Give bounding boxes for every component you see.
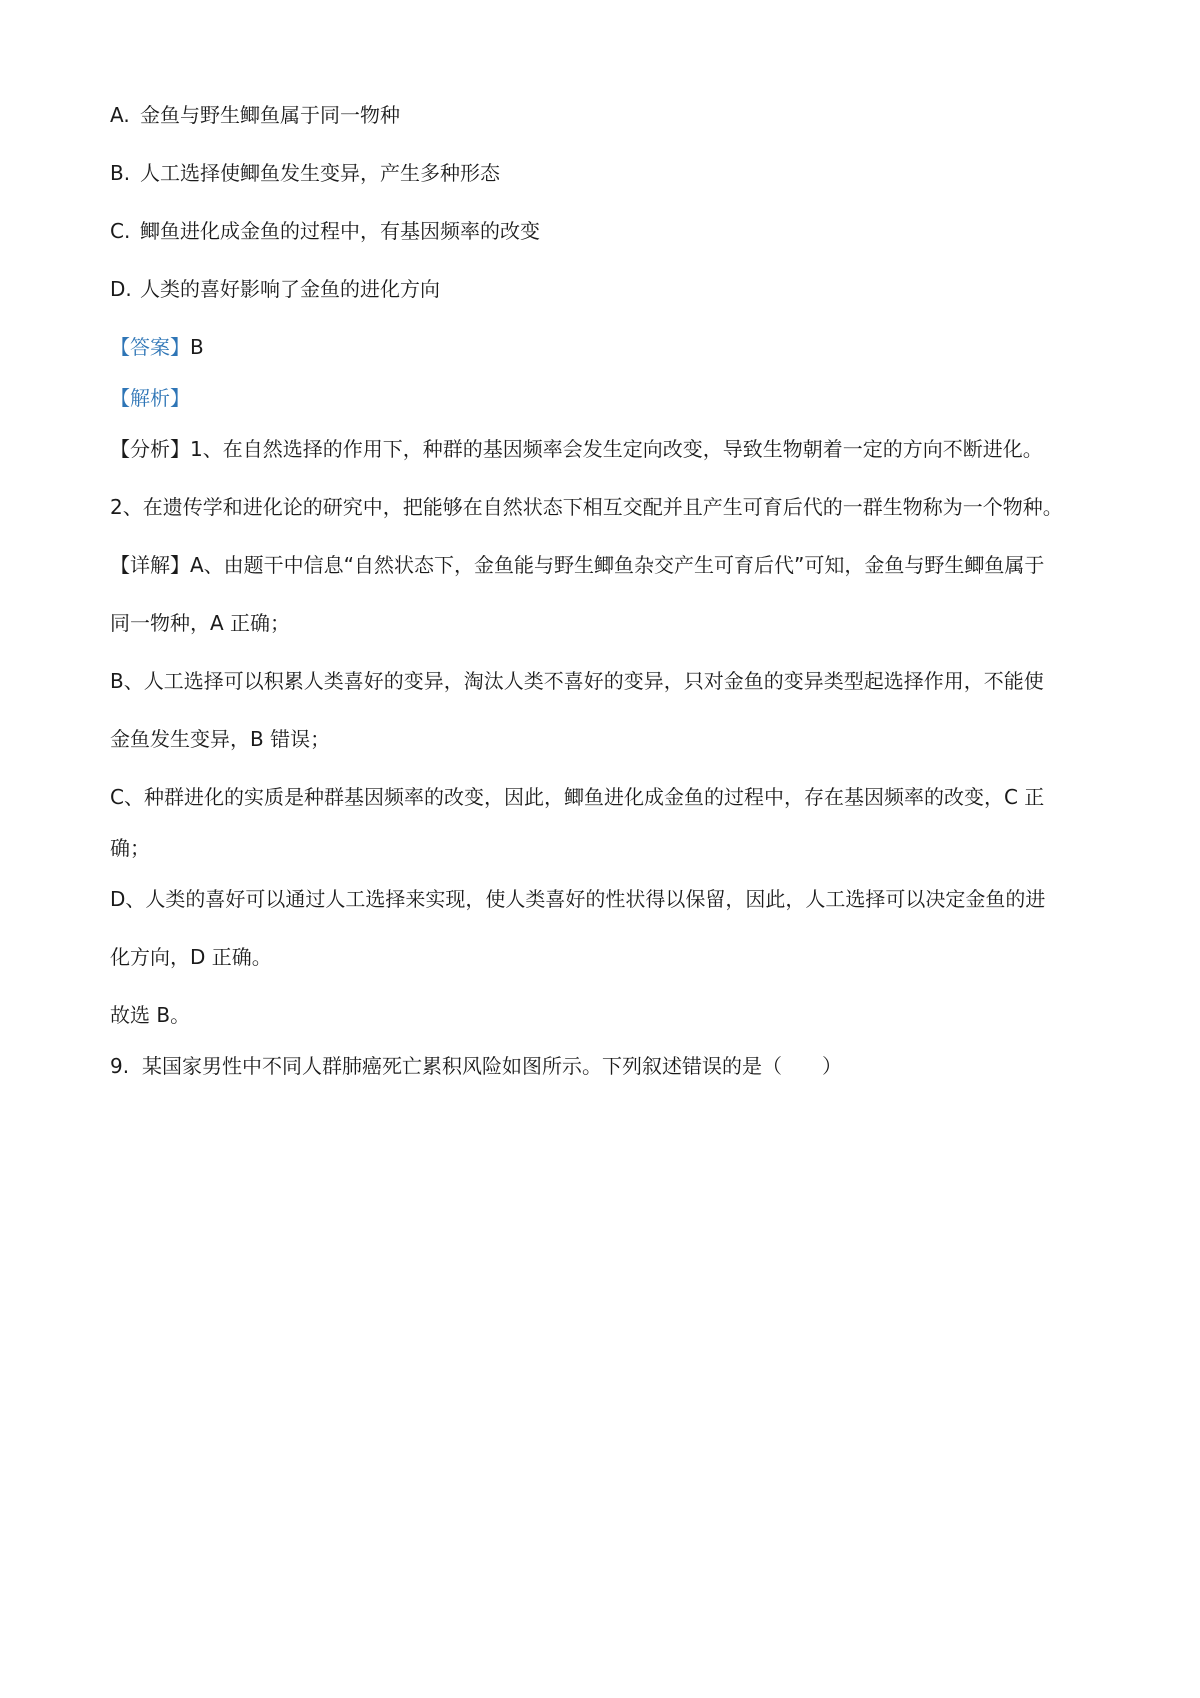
answer-value: B: [190, 335, 204, 359]
question-9: [110, 1052, 842, 1080]
option-letter: D.: [110, 277, 132, 301]
option-letter: B.: [110, 161, 131, 185]
detail-line: 同一物种，A 正确；: [110, 611, 291, 635]
detail-line: 确；: [110, 836, 150, 860]
analysis-line-2: 2、在遗传学和进化论的研究中，把能够在自然状态下相互交配并且产生可育后代的一群生物称为一个物种。: [110, 495, 1063, 519]
detail-line: 化方向，D 正确。: [110, 945, 272, 969]
option-letter: A.: [110, 103, 130, 127]
option-b: [110, 159, 500, 187]
option-a: [110, 101, 400, 129]
detail-line: B、人工选择可以积累人类喜好的变异，淘汰人类不喜好的变异，只对金鱼的变异类型起选择作用，不能使: [110, 669, 1044, 693]
explanation-label: 【解析】: [110, 386, 190, 410]
option-c: [110, 217, 540, 245]
answer-line: [110, 333, 204, 361]
option-text: 人类的喜好影响了金鱼的进化方向: [140, 277, 440, 301]
question-number: 9.: [110, 1054, 130, 1078]
answer-label: 【答案】: [110, 335, 190, 359]
option-text: 人工选择使鲫鱼发生变异，产生多种形态: [140, 161, 500, 185]
question-text: 某国家男性中不同人群肺癌死亡累积风险如图所示。下列叙述错误的是（ ）: [142, 1054, 842, 1078]
option-letter: C.: [110, 219, 131, 243]
option-text: 金鱼与野生鲫鱼属于同一物种: [140, 103, 400, 127]
detail-line: D、人类的喜好可以通过人工选择来实现，使人类喜好的性状得以保留，因此，人工选择可以决定金鱼的进: [110, 887, 1046, 911]
option-d: [110, 275, 440, 303]
detail-line: C、种群进化的实质是种群基因频率的改变，因此，鲫鱼进化成金鱼的过程中，存在基因频率的改变，C 正: [110, 785, 1045, 809]
explanation-heading: [110, 384, 190, 412]
option-text: 鲫鱼进化成金鱼的过程中，有基因频率的改变: [140, 219, 540, 243]
analysis-line-1: 【分析】1、在自然选择的作用下，种群的基因频率会发生定向改变，导致生物朝着一定的方向不断进化。: [110, 437, 1043, 461]
detail-line: 【详解】A、由题干中信息“自然状态下，金鱼能与野生鲫鱼杂交产生可育后代”可知，金鱼与野生鲫鱼属于: [110, 553, 1045, 577]
detail-line: 金鱼发生变异，B 错误；: [110, 727, 331, 751]
conclusion: 故选 B。: [110, 1003, 191, 1027]
